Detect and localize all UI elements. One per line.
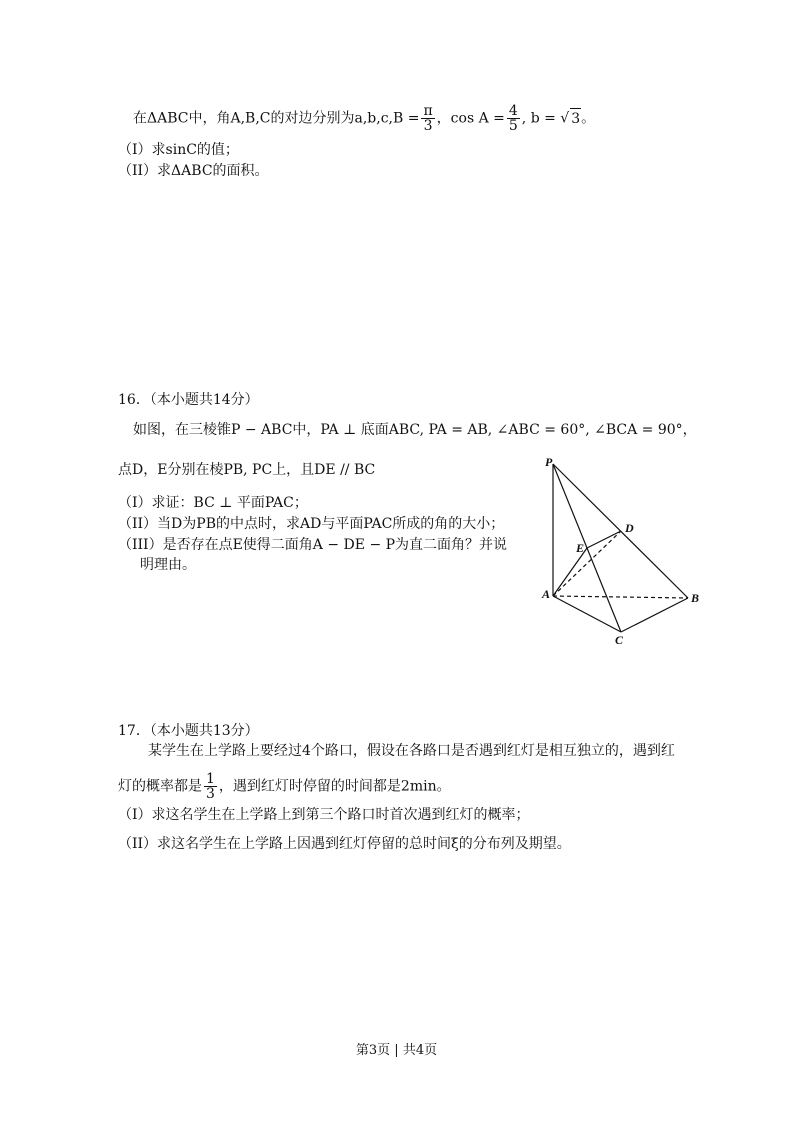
p16-question-1: （I）求证：BC ⊥ 平面PAC； bbox=[118, 495, 308, 511]
p17-question-1: （I）求这名学生在上学路上到第三个路口时首次遇到红灯的概率； bbox=[118, 807, 530, 823]
fraction-4-over-5: $\frac{4}{5}$ bbox=[508, 103, 518, 134]
page-footer: 第3页 | 共4页 bbox=[355, 1043, 438, 1058]
edge-AB-hidden bbox=[553, 596, 688, 598]
p17-question-2: （II）求这名学生在上学路上因遇到红灯停留的总时间ξ的分布列及期望。 bbox=[118, 836, 571, 852]
edge-DE bbox=[587, 531, 621, 548]
p15-question-1: （I）求sinC的值； bbox=[118, 142, 239, 158]
p17-header: 17．（本小题共13分） bbox=[118, 723, 259, 739]
edge-CB bbox=[621, 598, 688, 632]
p17-line-1: 某学生在上学路上要经过4个路口，假设在各路口是否遇到红灯是相互独立的，遇到红 bbox=[148, 743, 675, 759]
label-C: C bbox=[615, 633, 624, 647]
label-A: A bbox=[542, 587, 551, 601]
pyramid-figure bbox=[535, 452, 705, 647]
label-B: B bbox=[691, 591, 700, 605]
p16-line-2: 点D，E分别在棱PB, PC上，且DE // BC bbox=[118, 462, 376, 478]
label-D: D bbox=[625, 521, 634, 535]
fraction-1-over-3: $\frac{1}{3}$ bbox=[206, 771, 215, 802]
fraction-pi-over-3: $\frac{\pi}{3}$ bbox=[423, 103, 433, 134]
p16-line-1: 如图，在三棱锥P − ABC中，PA ⊥ 底面ABC, PA = AB, ∠ABC = 60°, ∠BCA = 90°， bbox=[133, 422, 697, 438]
p16-question-2: （II）当D为PB的中点时，求AD与平面PAC所成的角的大小； bbox=[118, 516, 505, 532]
p16-question-3-cont: 明理由。 bbox=[140, 557, 196, 573]
edge-AC bbox=[553, 596, 621, 632]
edge-AD-hidden bbox=[553, 531, 621, 596]
p15-question-2: （II）求ΔABC的面积。 bbox=[118, 163, 269, 179]
p16-header: 16．（本小题共14分） bbox=[118, 392, 259, 408]
p16-question-3: （III）是否存在点E使得二面角A − DE − P为直二面角？并说 bbox=[118, 537, 508, 553]
p15-stem: 在ΔABC中，角A,B,C的对边分别为a,b,c,B = $\frac{\pi}{3}$ ，cos A = $\frac{4}{5}$ , b = √ 3。 bbox=[133, 103, 596, 134]
p17-line-2: 灯的概率都是 $\frac{1}{3}$ ，遇到红灯时停留的时间都是2min。 bbox=[118, 771, 451, 802]
edge-AE bbox=[553, 548, 587, 596]
label-P: P bbox=[545, 455, 553, 469]
label-E: E bbox=[576, 541, 585, 555]
